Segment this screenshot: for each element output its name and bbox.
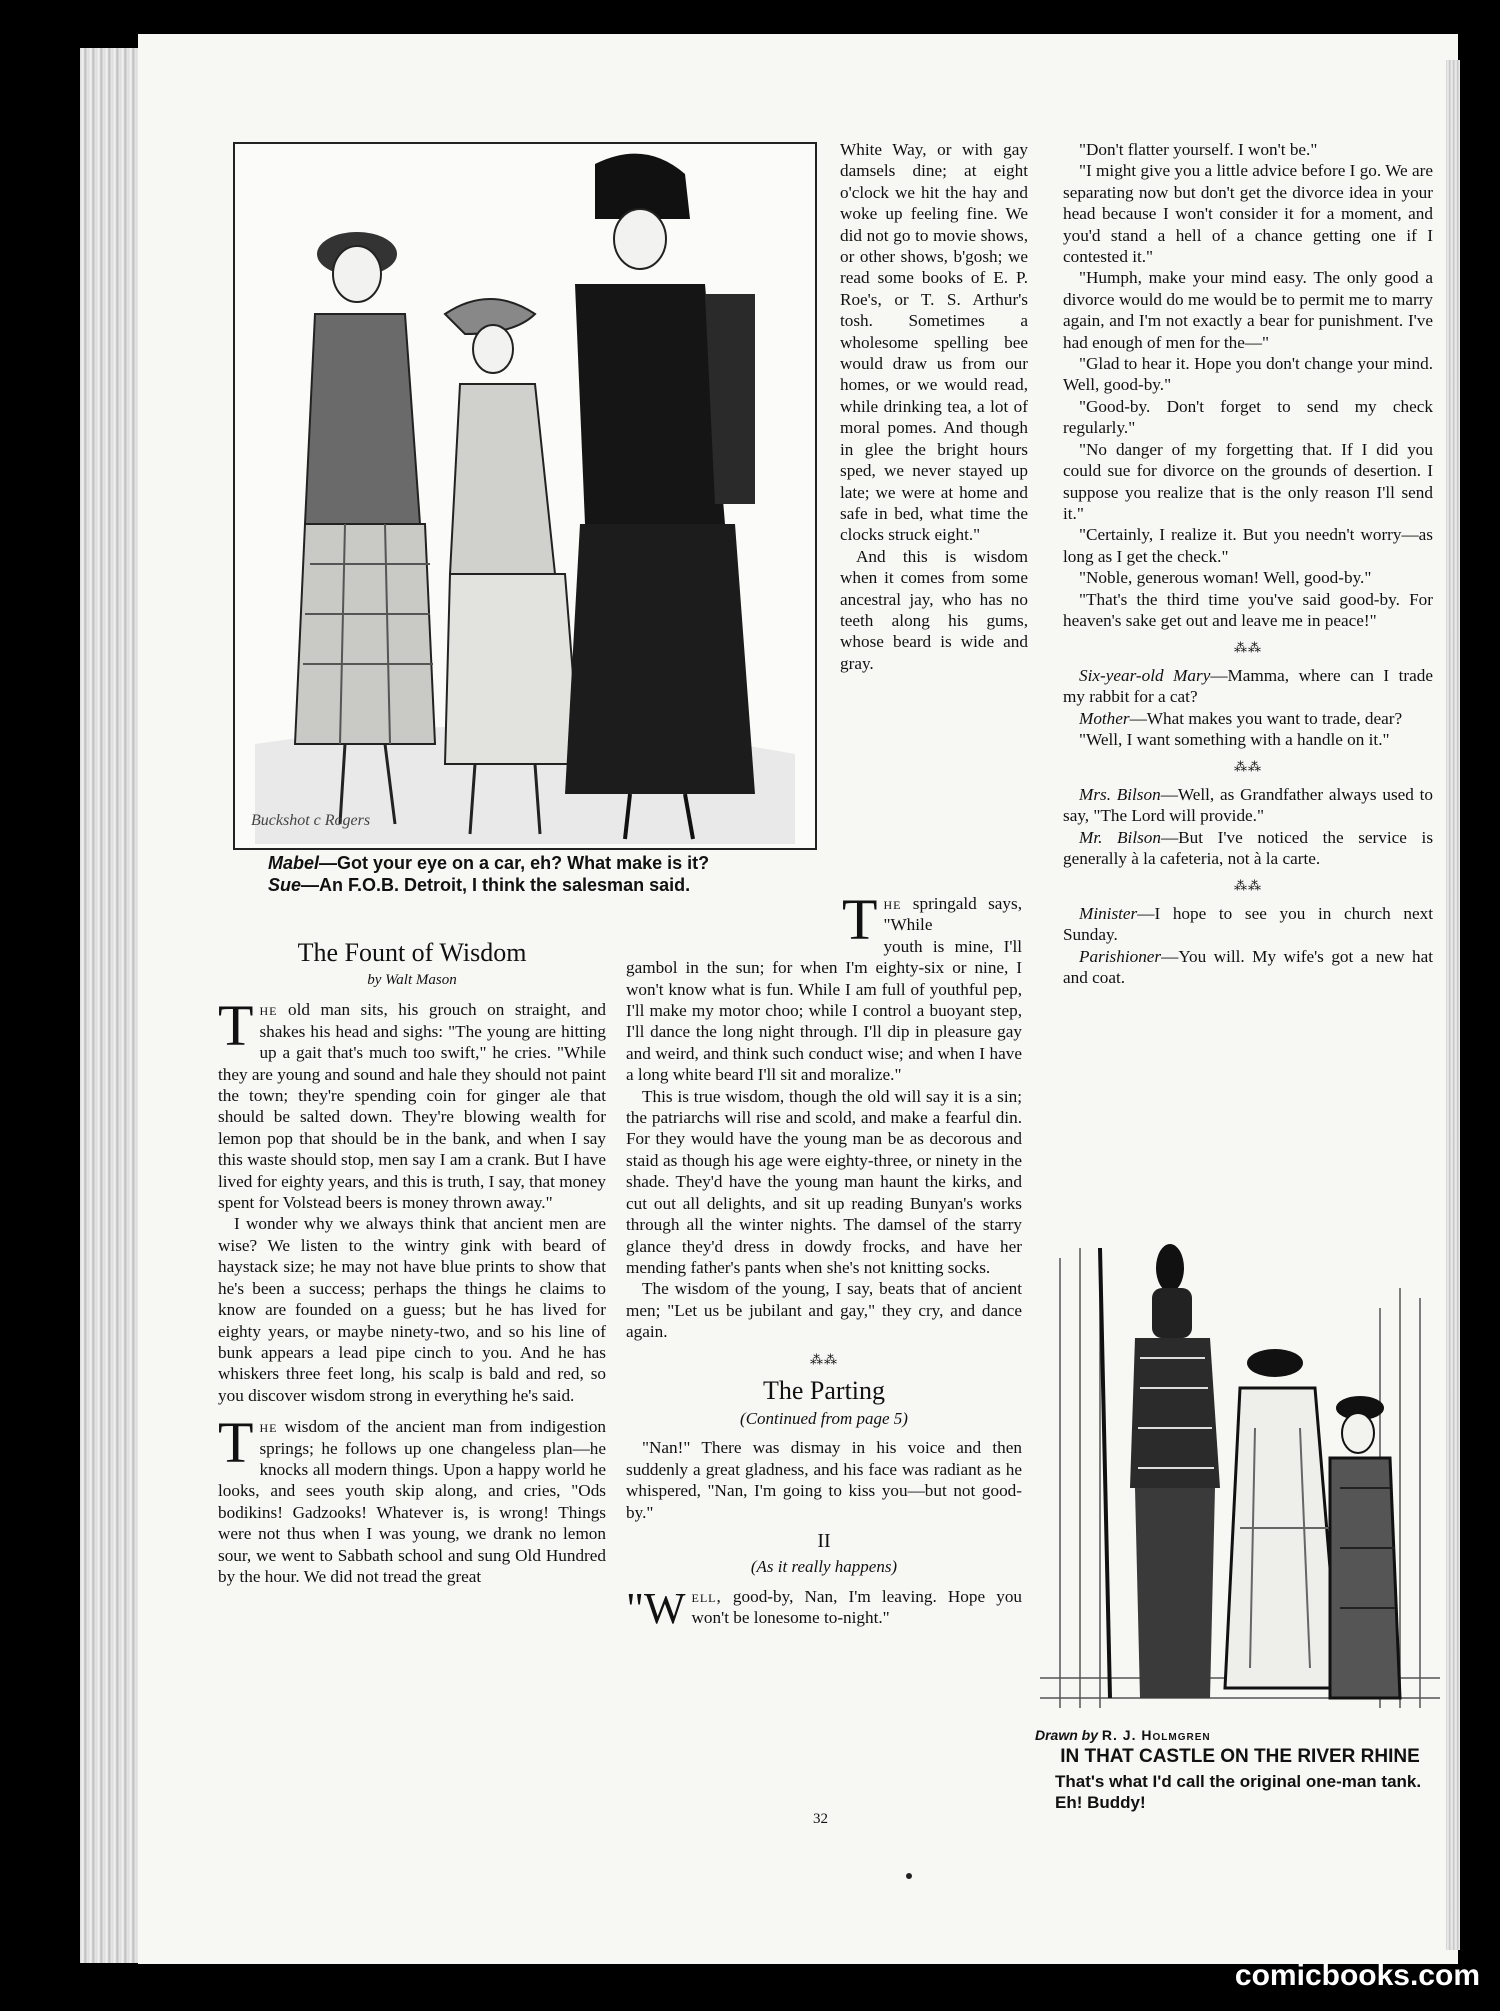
knight-cartoon [1040,1228,1440,1720]
knight-soldiers-drawing [1040,1228,1440,1720]
separator-2: ⁂⁂ [1234,759,1262,775]
joke3-line-1 [1063,903,1433,946]
smallcaps-4: ell, [691,1586,722,1606]
fount-p4-lead: springald says, "While [883,894,1022,935]
fount-paragraph-1 [218,993,607,1213]
drop-cap-1: T [218,993,254,1059]
article-byline: by Walt Mason [367,972,457,988]
parting-paragraph-1: "Nan!" There was dismay in his voice and then suddenly a great gladness, and his face was radiant as he whispered, "Nan, I'm going to kiss you—but not good-by." [626,1438,1022,1522]
joke1-line-1 [1063,665,1433,708]
joke3-speaker-2: Parishioner [1079,946,1162,966]
separator-1: ⁂⁂ [1234,640,1262,656]
article-title-parting: The Parting [762,1375,886,1405]
joke1-line-3: "Well, I want something with a handle on it." [1079,729,1390,749]
caption-speaker-1: Mabel [268,853,320,873]
dialogue-line-1: "Don't flatter yourself. I won't be." [1079,140,1318,159]
parting-continued: (Continued from page 5) [740,1408,908,1428]
joke1-speaker-1: Six-year-old Mary [1079,665,1211,685]
fount-paragraph-3 [218,1410,607,1587]
site-watermark: comicbooks.com [1234,1959,1480,1992]
dialogue-line-6: "No danger of my forgetting that. If I did you could sue for divorce on the grounds of desertion. I suppose you realize that is the only reason I'll send it." [1063,439,1433,523]
fount-p3-text: wisdom of the ancient man from indigestion springs; he follows up one changeless plan—he knocks all modern things. Upon a happy world he looks, and sees youth skip along, and cries, "Ods bodikins! Gadzooks! Whatever is, is wrong! Things were not thus when I was young, we drank no lemon sour, we went to Sabbath school and sung Old Hundred by the hour. We did not tread the great [218,1417,607,1586]
fount-closing-text: And this is wisdom when it comes from some ancestral jay, who has no teeth along his gums, whose beard is wide and gray. [840,546,1028,673]
joke2-speaker-1: Mrs. Bilson [1079,784,1161,804]
smallcaps-2: he [259,1417,278,1437]
joke1-speaker-2: Mother [1079,708,1130,728]
cartoon-credit [1035,1727,1445,1743]
joke2-line-1 [1063,784,1433,827]
cartoon-caption [1035,1727,1445,1813]
dialogue-line-4: "Glad to hear it. Hope you don't change your mind. Well, good-by." [1063,354,1433,395]
caption-speaker-2: Sue [268,875,302,895]
joke2-line-2 [1063,827,1433,870]
cartoon-headline: IN THAT CASTLE ON THE RIVER RHINE [1060,1746,1420,1767]
dialogue-line-2: "I might give you a little advice before I go. We are separating now but don't get the divorce idea in your head because I won't consider it for a moment, and you'd stand a hell of a chance getting one if I contested it." [1063,161,1433,267]
fount-paragraph-4 [626,887,1022,952]
joke1-text-1: —Mamma, where can I trade my rabbit for a cat? [1063,665,1433,707]
joke1-text-2: —What makes you want to trade, dear? [1129,708,1403,728]
joke3-speaker-1: Minister [1079,903,1138,923]
credit-prefix: Drawn by [1035,1727,1099,1743]
book-right-edge [1446,60,1460,1950]
joke2-text-1: —Well, as Grandfather always used to say, "The Lord will provide." [1063,784,1434,826]
joke3-line-2 [1063,946,1433,989]
fount-paragraph-5: This is true wisdom, though the old will say it is a sin; the patriarchs will rise and scold, and make a fearful din. For they would have the young man be as decorous and staid as though his age were eighty-three, or ninety in the shade. They'd have the young man haunt the kirks, and cut out all delights, and sit up reading Bunyan's works through all the winter nights. The damsel of the starry glance they'd dress in dowdy frocks, and have her mending father's pants when she's not knitting socks. [626,1086,1022,1277]
caption-text-2: —An F.O.B. Detroit, I think the salesman said. [301,875,691,895]
parting-subtitle: (As it really happens) [750,1557,898,1577]
page-dot [906,1873,912,1879]
fount-paragraph-2: I wonder why we always think that ancient men are wise? We listen to the wintry gink with beard of haystack size; he may not have blue prints to show that he's been a success; perhaps the things he claims to know are founded on a guess; but he has lived for eighty years, or maybe ninety-two, and so his line of bunk appears a lead pipe cinch to you. And he has whiskers three feet long, his scalp is bald and red, so you discover wisdom strong in everything he's said. [218,1214,606,1405]
parting-p2-text: good-by, Nan, I'm leaving. Hope you won't be lonesome to-night." [691,1586,1023,1628]
article-title-fount: The Fount of Wisdom [297,938,527,967]
top-illustration [233,142,817,850]
dialogue-line-5: "Good-by. Don't forget to send my check regularly." [1063,396,1433,438]
caption-line-1 [244,852,816,874]
cartoon-text: That's what I'd call the original one-man tank. Eh! Buddy! [1055,1772,1422,1812]
book-page-edges [80,48,140,1963]
parting-paragraph-2 [626,1583,1023,1633]
section-separator: ⁂⁂ [810,1351,838,1367]
illustration-signature: Buckshot c Rogers [251,812,371,829]
page-number: 32 [813,1811,828,1827]
column-2-top [840,139,1028,674]
joke1-line-2 [1063,708,1433,729]
joke3-text-1: —I hope to see you in church next Sunday. [1063,903,1433,945]
fount-p1-text: old man sits, his grouch on straight, and shakes his head and sighs: "The young are hitting up a gait that's much too swift," he cries. "While they are young and sound and hale they should not paint the town; they're spending coin for ginger ale that should be salted down. They're blowing wealth for lemon pop that should be in the bank, and when I say this waste should stop, men say I am a crank. But I have lived for eighty years, and this is truth, I say, that money spent for Volstead beers is money thrown away." [218,1000,607,1213]
three-women-drawing [235,144,815,848]
dialogue-line-9: "That's the third time you've said good-by. For heaven's sake get out and leave me in peace!" [1063,589,1433,630]
credit-name: R. J. Holmgren [1101,1727,1211,1743]
column-2-lower [626,887,1023,1633]
dialogue-line-3: "Humph, make your mind easy. The only good a divorce would do me would be to permit me to marry again, and I'm not exactly a bear for punishment. I've had enough of men for the—" [1063,268,1433,352]
smallcaps-1: he [259,1000,278,1020]
fount-p4-body: youth is mine, I'll gambol in the sun; for when I'm eighty-six or nine, I won't know what is fun. While I am full of youthful pep, I'll make my motor choo; while I control a buoyant step, I'll dance the long night through. I'll dip in pleasure gay and weird, and think such conduct wise; and when I have a long white beard I'll sit and moralize." [626,936,1022,1085]
parting-section-number: II [817,1529,831,1552]
fount-paragraph-6: The wisdom of the young, I say, beats that of ancient men; "Let us be jubilant and gay," they cry, and dance again. [626,1279,1022,1342]
joke2-text-2: —But I've noticed the service is generally à la cafeteria, not à la carte. [1063,827,1434,868]
fount-continued-text: White Way, or with gay damsels dine; at eight o'clock we hit the hay and woke up feeling fine. We did not go to movie shows, or other shows, b'gosh; we read some books of E. P. Roe's, or T. S. Arthur's tosh. Sometimes a wholesome spelling bee would draw us from our homes, or we would read, while drinking tea, a lot of moral pomes. And though in glee the bright hours sped, we never stayed up late; we were at home and safe in bed, what time the clocks struck eight." [840,140,1028,545]
separator-3: ⁂⁂ [1234,878,1262,894]
top-caption [244,852,816,896]
column-3 [1063,139,1433,988]
joke2-speaker-2: Mr. Bilson [1079,827,1161,847]
smallcaps-3: he [883,894,902,913]
drop-cap-4: "W [626,1583,686,1633]
dialogue-line-7: "Certainly, I realize it. But you needn't worry—as long as I get the check." [1063,525,1433,566]
dialogue-line-8: "Noble, generous woman! Well, good-by." [1079,568,1372,588]
drop-cap-3: T [842,887,878,952]
joke3-text-2: —You will. My wife's got a new hat and coat. [1063,946,1433,988]
column-1 [218,932,606,1587]
drop-cap-2: T [218,1410,254,1476]
caption-text-1: —Got your eye on a car, eh? What make is it? [319,853,710,873]
